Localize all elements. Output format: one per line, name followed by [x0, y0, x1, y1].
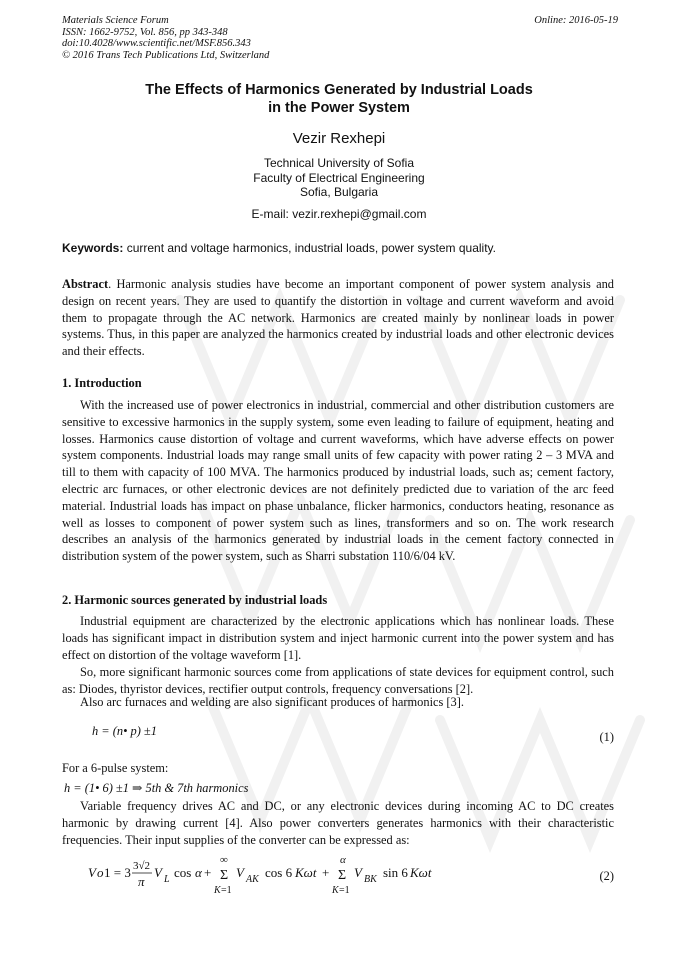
section1-paragraph: With the increased use of power electronics in industrial, commercial and other distribution customers are sensitive to excessive harmonics in the supply system, some even leading to failure of equipment, heating and losses. Harmonics cause distortion of voltage and current waveforms, which have adverse effects on power system components. Industrial loads may range small units of few capacity with power rating 2 – 3 MVA and till to them with capacity of 100 MVA. The harmonics produced by industrial loads, such as; cement factory, electric arc furnaces, or other electronic devices are not definitely predicted due to variation of the arc feed material. Industrial loads has impact on phase unbalance, flicker harmonics, conductors heating, resonance as well as losses to component of power system such as lines, transformers and so on. The work research describes an analysis of the harmonics generated by industrial loads in the cement factory connected in distribution system of the power system, such as Sharri substation 110/6/04 kV. [62, 398, 614, 564]
keywords-label: Keywords: [62, 241, 124, 255]
equation-2-formula [88, 852, 468, 904]
abstract-text: . Harmonic analysis studies have become an important component of power system analysis and design on recent years. They are used to quantify the distortion in voltage and current waveform and avoid them to propagate through the AC network. Harmonics are created mainly by nonlinear loads in power systems. Thus, in this paper are analyzed the harmonics created by industrial loads and other electronic devices and their effects. [62, 277, 614, 359]
section2-paragraph-4: Variable frequency drives AC and DC, or any electronic devices during incoming AC to DC creates harmonic by drawing current [4]. Also power converters generates harmonics with their characteristic frequencies. Their input supplies of the converter can be expressed as: [62, 799, 614, 847]
svg-text:Kωt: Kωt [410, 865, 432, 880]
svg-text:sin 6: sin 6 [383, 865, 408, 880]
paper-title-line2: in the Power System [268, 100, 410, 116]
author-name: Vezir Rexhepi [292, 130, 386, 147]
svg-text:=1: =1 [339, 885, 350, 896]
svg-text:V: V [88, 865, 96, 880]
six-pulse-label: For a 6-pulse system: [62, 761, 169, 775]
svg-text:+: + [322, 865, 330, 880]
svg-text:cos 6: cos 6 [265, 865, 293, 880]
journal-info [62, 15, 269, 61]
svg-text:α: α [195, 865, 202, 880]
equation-2-number: (2) [599, 869, 614, 883]
section2-paragraph-3: Also arc furnaces and welding are also significant produces of harmonics [3]. [80, 695, 464, 709]
svg-text:=1: =1 [221, 885, 232, 896]
journal-issn: ISSN: 1662-9752, Vol. 856, pp 343-348 [62, 26, 228, 38]
svg-text:cos: cos [174, 865, 192, 880]
svg-text:BK: BK [364, 874, 377, 885]
section2-paragraph-1: Industrial equipment are characterized by the electronic applications which has nonlinear loads. These loads has significant impact in distribution system and inject harmonic current into the power system and has effect on distortion of the voltage waveform [1]. [62, 614, 614, 662]
abstract-label: Abstract [62, 277, 109, 291]
svg-text:AK: AK [246, 874, 259, 885]
abstract [62, 276, 614, 360]
svg-text:α: α [340, 854, 346, 866]
svg-text:L: L [164, 874, 170, 885]
svg-text:1 = 3: 1 = 3 [104, 865, 131, 880]
equation-1-number: (1) [599, 730, 614, 744]
journal-name: Materials Science Forum [62, 15, 169, 26]
svg-text:V: V [354, 865, 362, 880]
svg-text:+: + [204, 865, 212, 880]
online-date: Online: 2016-05-19 [534, 15, 618, 26]
equation-1: h = (n• p) ±1 [92, 724, 157, 738]
affiliation-line: Faculty of Electrical Engineering [253, 170, 425, 185]
affiliation-line: Sofia, Bulgaria [299, 185, 379, 200]
section1-heading: 1. Introduction [62, 376, 142, 390]
equation-six-pulse: h = (1• 6) ±1 ⇒ 5th & 7th harmonics [64, 781, 249, 795]
section2-paragraph-2: So, more significant harmonic sources come from applications of state devices for equipment control, such as: Diodes, thyristor devices, rectifier output controls, frequency conversations [2]. [62, 665, 614, 696]
keywords [62, 241, 616, 255]
svg-text:∞: ∞ [220, 854, 228, 866]
section2-heading: 2. Harmonic sources generated by industrial loads [62, 593, 328, 607]
svg-text:o: o [97, 865, 104, 880]
svg-text:Kωt: Kωt [295, 865, 317, 880]
keywords-text: current and voltage harmonics, industrial loads, power system quality. [126, 241, 496, 255]
svg-text:V: V [154, 865, 162, 880]
svg-text:Σ: Σ [338, 868, 347, 883]
paper-title-line1: The Effects of Harmonics Generated by Industrial Loads [145, 82, 533, 98]
author-email: E-mail: vezir.rexhepi@gmail.com [251, 207, 427, 221]
svg-text:K: K [332, 885, 339, 896]
journal-doi: doi:10.4028/www.scientific.net/MSF.856.343 [62, 38, 251, 49]
svg-text:π: π [138, 874, 145, 889]
svg-text:V: V [236, 865, 244, 880]
paper-title [62, 81, 616, 117]
svg-text:3√2: 3√2 [133, 860, 151, 872]
journal-copyright: © 2016 Trans Tech Publications Ltd, Switzerland [62, 49, 270, 61]
svg-text:K: K [214, 885, 221, 896]
affiliation [62, 156, 616, 200]
affiliation-line: Technical University of Sofia [263, 156, 415, 170]
svg-text:Σ: Σ [220, 868, 229, 883]
